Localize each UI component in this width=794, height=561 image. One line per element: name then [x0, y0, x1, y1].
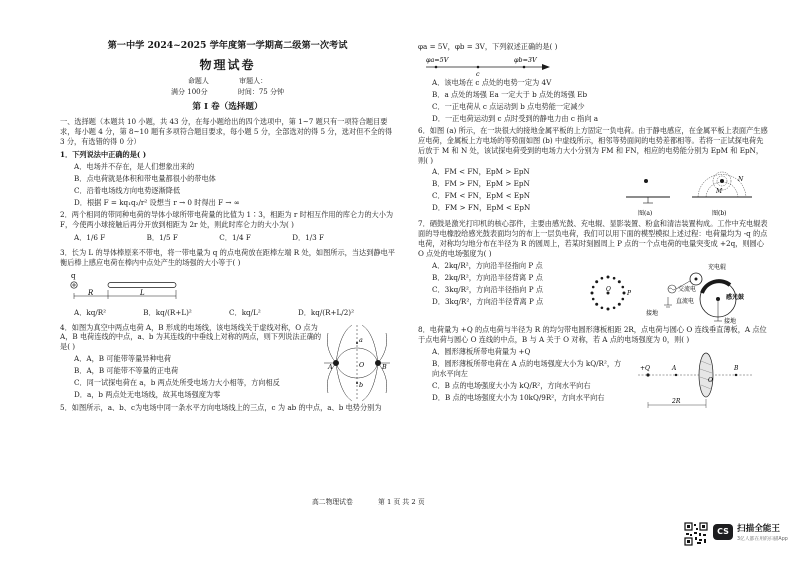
q7-label-drum: 感光鼓 [726, 294, 745, 302]
q8-option-d: D．B 点的电场强度大小为 10kQ/9R²，方向水平向右 [432, 392, 605, 402]
q5-label-c: c [476, 69, 480, 78]
q4-option-c: C．同一试探电荷在 a，b 两点处所受电场力大小相等，方向相反 [74, 378, 280, 388]
q4-label-o: O [359, 360, 365, 369]
q4-field-lines-figure [322, 323, 392, 403]
q7-label-o: O [606, 286, 611, 294]
left-column [60, 40, 395, 414]
section-title: 第 I 卷（选择题） [192, 101, 263, 112]
q8-figure [628, 347, 758, 411]
q3-figure [60, 270, 220, 300]
q3-options [74, 308, 354, 318]
camscanner-logo: CS [713, 524, 733, 540]
q6-option-c: C．FM < FN，EpM < EpN [432, 191, 531, 201]
q8-option-b: B．圆形薄板所带电荷在 A 点的电场强度大小为 kQ/R²，方向水平向左 [432, 359, 622, 378]
q6-stem: 6．如图 (a) 所示，在一块很大的接地金属平板的上方固定一负电荷。由于静电感应，在金属平板上表面产生感应电荷，金属板上方电场的等势面如图 (b) 中虚线所示，相邻等势面间的电势差都相等。若将一正试探电荷先后放于 M 和 N 处，该试探电荷受到的电场力大小分别为 FM 和 FN，相应的电势能分别为 EpM 和 EpN，则( ) [418, 125, 768, 165]
q7-label-ground1: 接地 [646, 310, 659, 318]
q6-figure [618, 167, 758, 219]
proposer-label: 命题人 [187, 77, 209, 86]
q1-option-c: C．沿着电场线方向电势逐渐降低 [74, 186, 181, 196]
q4-label-b: b [359, 380, 364, 389]
q7-block [418, 261, 768, 325]
q6-block [418, 167, 768, 219]
q6-option-d: D．FM > FN，EpM < EpN [432, 203, 531, 213]
q4-label-charge-a: A [328, 362, 333, 371]
q8-label-a: A [672, 365, 677, 373]
q7-option-d: D．3kq/R²，方向沿半径背离 P 点 [432, 297, 544, 306]
time-label: 时间：75 分钟 [237, 87, 284, 96]
q5-option-a: A．该电场在 c 点处的电势一定为 4V [432, 77, 552, 87]
q8-label-o: O [708, 377, 713, 385]
q2-option-d: D．1/3 F [292, 232, 324, 242]
q8-label-2r: 2R [672, 398, 681, 406]
q7-options [418, 261, 578, 325]
q1-option-b: B．点电荷就是体积和带电量都很小的带电体 [74, 174, 216, 184]
q3-stem: 3．长为 L 的导体棒原来不带电，将一带电量为 q 的点电荷放在距棒左端 R 处，如图所示，当达到静电平衡后棒上感应电荷在棒内中点处产生的场强的大小等于( ) [60, 247, 395, 267]
exam-meta-row2 [60, 88, 395, 98]
q5-stem: 5．如图所示，a、b、c为电场中同一条水平方向电场线上的三点，c 为 ab 的中点，a、b 电势分别为 [60, 402, 382, 412]
q7-stem: 7．硒鼓是激光打印机的核心部件，主要由感光鼓、充电辊、显影装置、粉盒和清洁装置构成。工作中充电辊表面的导电橡胶给感光鼓表面均匀的布上一层负电荷，我们可以用下面的模型模拟上述过程：电荷量均为 -q 的点电荷，对称均匀地分布在半径为 R 的圆周上，若某时刻圆周上 P 点的一个点电荷的电量突变成 +2q，则圆心 O 点处的电场强度为( ) [418, 219, 768, 259]
q4-label-charge-b: B [382, 362, 387, 371]
q5-option-c: C．一正电荷从 c 点运动到 b 点电势能一定减少 [432, 101, 585, 111]
q8-options [418, 347, 628, 411]
q1-option-a: A．电场并不存在，是人们想象出来的 [74, 162, 195, 172]
q8-option-c: C．B 点的电场强度大小为 kQ/R²，方向水平向右 [432, 380, 591, 390]
qr-code-icon [684, 522, 708, 546]
q7-label-dc: 直流电 [676, 298, 695, 306]
q8-stem: 8．电荷量为 +Q 的点电荷与半径为 R 的均匀带电圆形薄板相距 2R，点电荷与圆心 O 连线垂直薄板，A 点位于点电荷与圆心 O 连线的中点，B 与 A 关于 O 对称，若 A 点的电场强度为 0，则( ) [418, 325, 767, 345]
exam-meta-row1 [60, 77, 395, 87]
q4-label-a: a [359, 335, 363, 344]
q8-charged-disk [699, 353, 713, 397]
q3-option-c: C．kq/L² [229, 307, 261, 317]
q1-option-d: D．根据 F = kq₁q₂/r² 设想当 r → 0 时得出 F → ∞ [74, 197, 240, 207]
q7-label-ground2: 接地 [724, 318, 737, 326]
q3-label-l: L [140, 288, 145, 297]
q6-label-m: M [716, 188, 723, 196]
q3-conductor-rod [108, 282, 176, 287]
section-intro: 一、选择题（本题共 10 小题，共 43 分，在每小题给出的四个选项中，第 1~7 题只有一项符合题目要求，每小题 4 分，第 8~10 题有多项符合题目要求，每小题 5 分，全部选对的得 5 分，选对但不全的得 3 分，有选错的得 0 分） [60, 117, 393, 147]
q7-option-b: B．2kq/R²，方向沿半径背离 P 点 [432, 273, 543, 283]
q3-option-d: D．kq/(R+L/2)² [297, 307, 354, 317]
q4-option-d: D．a，b 两点处无电场线，故其电场强度为零 [74, 390, 221, 400]
q4-option-a: A．A，B 可能带等量异种电荷 [74, 354, 172, 364]
q5-option-d: D．一正电荷运动到 c 点时受到的静电力由 c 指向 a [432, 113, 599, 123]
q3-label-q: q [71, 271, 76, 280]
q5-field-line-figure [418, 54, 558, 78]
q6-options [418, 167, 618, 219]
score-label: 满分 100分 [171, 87, 208, 96]
q8-label-q: +Q [640, 365, 650, 373]
q7-option-c: C．3kq/R²，方向沿半径指向 P 点 [432, 285, 544, 295]
q7-charge-ring [591, 276, 626, 311]
q6-fig-a-label: 图(a) [638, 210, 653, 218]
q2-options [74, 233, 324, 243]
q7-option-a: A．2kq/R²，方向沿半径指向 P 点 [432, 261, 543, 271]
q1-stem: 1．下列说法中正确的是( ) [60, 150, 147, 160]
q2-option-b: B．1/5 F [146, 232, 178, 242]
q5-label-b: φb=3V [514, 55, 537, 64]
footer-subject: 高二物理试卷 [312, 498, 353, 506]
footer-page-number: 第 1 页 共 2 页 [378, 498, 425, 506]
q6-label-n: N [738, 176, 744, 184]
q4-stem: 4．如图为真空中两点电荷 A，B 形成的电场线，该电场线关于虚线对称，O 点为 A，B 电荷连线的中点，a、b 为其连线的中垂线上对称的两点，则下列说法正确的是( ) [60, 322, 322, 352]
q4-text [60, 323, 322, 403]
q8-option-a: A．圆形薄板所带电荷量为 +Q [432, 347, 531, 357]
q2-option-c: C．1/4 F [219, 232, 251, 242]
q6-option-a: A．FM < FN，EpM > EpN [432, 167, 530, 177]
camscanner-brand-name: 扫描全能王 [737, 524, 780, 534]
camscanner-tagline: 3亿人都在用的扫描App [737, 537, 788, 542]
exam-title: 第一中学 2024~2025 学年度第一学期高二级第一次考试 [107, 40, 348, 51]
exam-subject: 物理试卷 [199, 57, 256, 72]
q3-option-b: B．kq/(R+L)² [143, 307, 192, 317]
q8-label-b: B [734, 365, 739, 373]
q5-option-b: B．a 点处的场强 Ea 一定大于 b 点处的场强 Eb [432, 89, 588, 99]
q6-option-b: B．FM > FN，EpM > EpN [432, 179, 530, 189]
q5-stem-continued: φa = 5V，φb = 3V，下列叙述正确的是( ) [418, 42, 558, 51]
q7-label-ac: 交流电 [678, 286, 697, 294]
q5-label-a: φa=5V [426, 55, 449, 64]
q3-option-a: A．kq/R² [74, 307, 107, 317]
q4-block [60, 323, 395, 403]
q7-label-p: P [627, 290, 632, 298]
q8-point-charge [646, 373, 649, 376]
q4-option-b: B．A，B 可能带不等量的正电荷 [74, 366, 179, 376]
q6-fig-b-label: 图(b) [712, 210, 727, 218]
q8-block [418, 347, 768, 411]
q7-label-charge-roller: 充电辊 [708, 264, 727, 272]
right-column [418, 42, 768, 411]
q7-figure [578, 261, 758, 325]
q3-label-r: R [88, 288, 94, 297]
q2-stem: 2．两个相同的带同种电荷的导体小球所带电荷量的比值为 1∶3，相距为 r 时相互作用的库仑力的大小为 F，今使两小球接触后再分开放到相距为 2r 处，则此时库仑力的大小为( ) [60, 209, 394, 229]
q2-option-a: A．1/6 F [74, 232, 106, 242]
reviewer-label: 审题人： [239, 77, 268, 86]
